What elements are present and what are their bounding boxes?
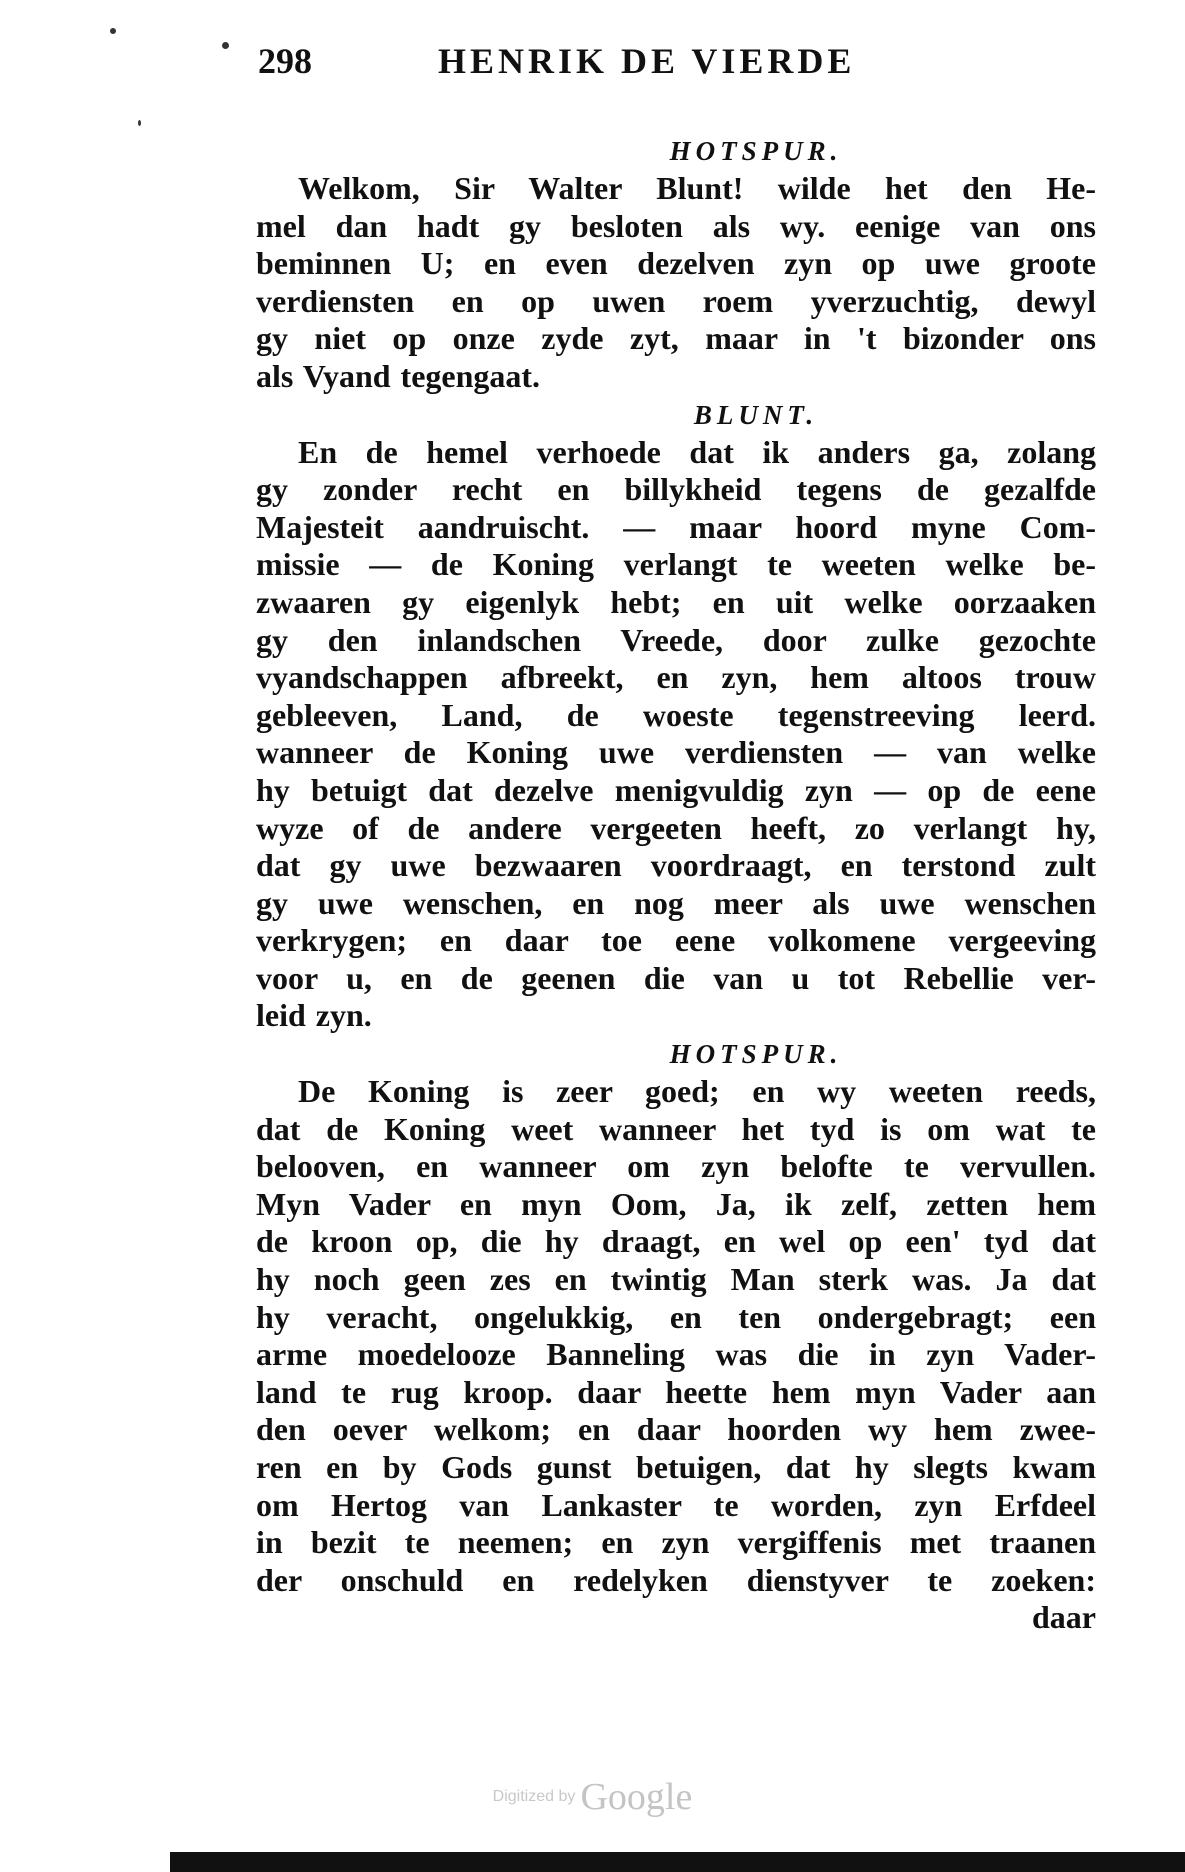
text-line: verdiensten en op uwen roem yverzuchtig, dewyl (256, 282, 1096, 319)
text-line: der onschuld en redelyken dienstyver te zoeken: (256, 1561, 1096, 1598)
text-line: gy den inlandschen Vreede, door zulke gezochte (256, 621, 1096, 658)
text-line: voor u, en de geenen die van u tot Rebellie ver- (256, 959, 1096, 996)
running-head: HENRIK DE VIERDE (438, 41, 856, 81)
speech-hotspur-1 (256, 132, 1096, 396)
speaker-name: BLUNT. (693, 399, 819, 430)
text-line: vyandschappen afbreekt, en zyn, hem altoos trouw (256, 659, 1096, 696)
speaker-name: HOTSPUR. (669, 1039, 843, 1070)
text-line: als Vyand tegengaat. (256, 357, 541, 394)
text-line: arme moedelooze Banneling was die in zyn Vader- (256, 1336, 1096, 1373)
text-line: hy betuigt dat dezelve menigvuldig zyn — op de eene (256, 771, 1096, 808)
ink-speck (110, 28, 116, 34)
ink-speck (138, 120, 141, 126)
text-block (256, 132, 1096, 1637)
text-line: gy uwe wenschen, en nog meer als uwe wenschen (256, 884, 1096, 921)
catchword: daar (1032, 1599, 1096, 1636)
text-line: ren en by Gods gunst betuigen, dat hy slegts kwam (256, 1449, 1096, 1485)
text-line: de kroon op, die hy draagt, en wel op een' tyd dat (256, 1223, 1096, 1260)
text-line: wyze of de andere vergeeten heeft, zo verlangt hy, (256, 809, 1096, 846)
text-line: De Koning is zeer goed; en wy weeten reeds, (298, 1073, 1096, 1110)
text-line: zwaaren gy eigenlyk hebt; en uit welke oorzaaken (256, 583, 1096, 620)
digitized-footer (0, 1775, 1185, 1825)
text-line: land te rug kroop. daar heette hem myn Vader aan (256, 1373, 1096, 1410)
text-line: missie — de Koning verlangt te weeten welke be- (256, 546, 1096, 583)
text-line: mel dan hadt gy besloten als wy. eenige van ons (256, 207, 1096, 244)
ink-speck (222, 42, 229, 49)
text-line: dat de Koning weet wanneer het tyd is om wat te (256, 1110, 1096, 1147)
speaker-name: HOTSPUR. (669, 136, 843, 166)
text-line: leid zyn. (256, 997, 372, 1034)
text-line: Majesteit aandruischt. — maar hoord myne Com- (256, 508, 1096, 545)
text-line: gy niet op onze zyde zyt, maar in 't bizonder ons (256, 320, 1096, 357)
text-line: gebleeven, Land, de woeste tegenstreeving leerd. (256, 696, 1096, 733)
text-line: Welkom, Sir Walter Blunt! wilde het den He- (298, 170, 1096, 206)
page-number: 298 (258, 41, 312, 81)
speech-blunt (256, 396, 1096, 1036)
text-line: in bezit te neemen; en zyn vergiffenis met traanen (256, 1524, 1096, 1561)
text-line: belooven, en wanneer om zyn belofte te vervullen. (256, 1148, 1096, 1185)
text-line: hy veracht, ongelukkig, en ten ondergebragt; een (256, 1298, 1096, 1335)
text-line: beminnen U; en even dezelven zyn op uwe groote (256, 245, 1096, 282)
text-line: den oever welkom; en daar hoorden wy hem zwee- (256, 1411, 1096, 1448)
text-line: wanneer de Koning uwe verdiensten — van welke (256, 734, 1096, 771)
text-line: gy zonder recht en billykheid tegens de gezalfde (256, 471, 1096, 508)
text-line: verkrygen; en daar toe eene volkomene vergeeving (256, 922, 1096, 959)
text-line: Myn Vader en myn Oom, Ja, ik zelf, zetten hem (256, 1185, 1096, 1222)
digitized-by-label: Digitized by (492, 1788, 576, 1805)
text-line: En de hemel verhoede dat ik anders ga, zolang (298, 433, 1096, 470)
text-line: hy noch geen zes en twintig Man sterk was. Ja dat (256, 1261, 1096, 1298)
page-header (258, 40, 938, 90)
text-line: om Hertog van Lankaster te worden, zyn Erfdeel (256, 1486, 1096, 1523)
text-line: dat gy uwe bezwaaren voordraagt, en terstond zult (256, 847, 1096, 884)
speech-hotspur-2 (256, 1035, 1096, 1599)
scan-edge (170, 1852, 1185, 1872)
google-logo: Google (580, 1776, 693, 1818)
